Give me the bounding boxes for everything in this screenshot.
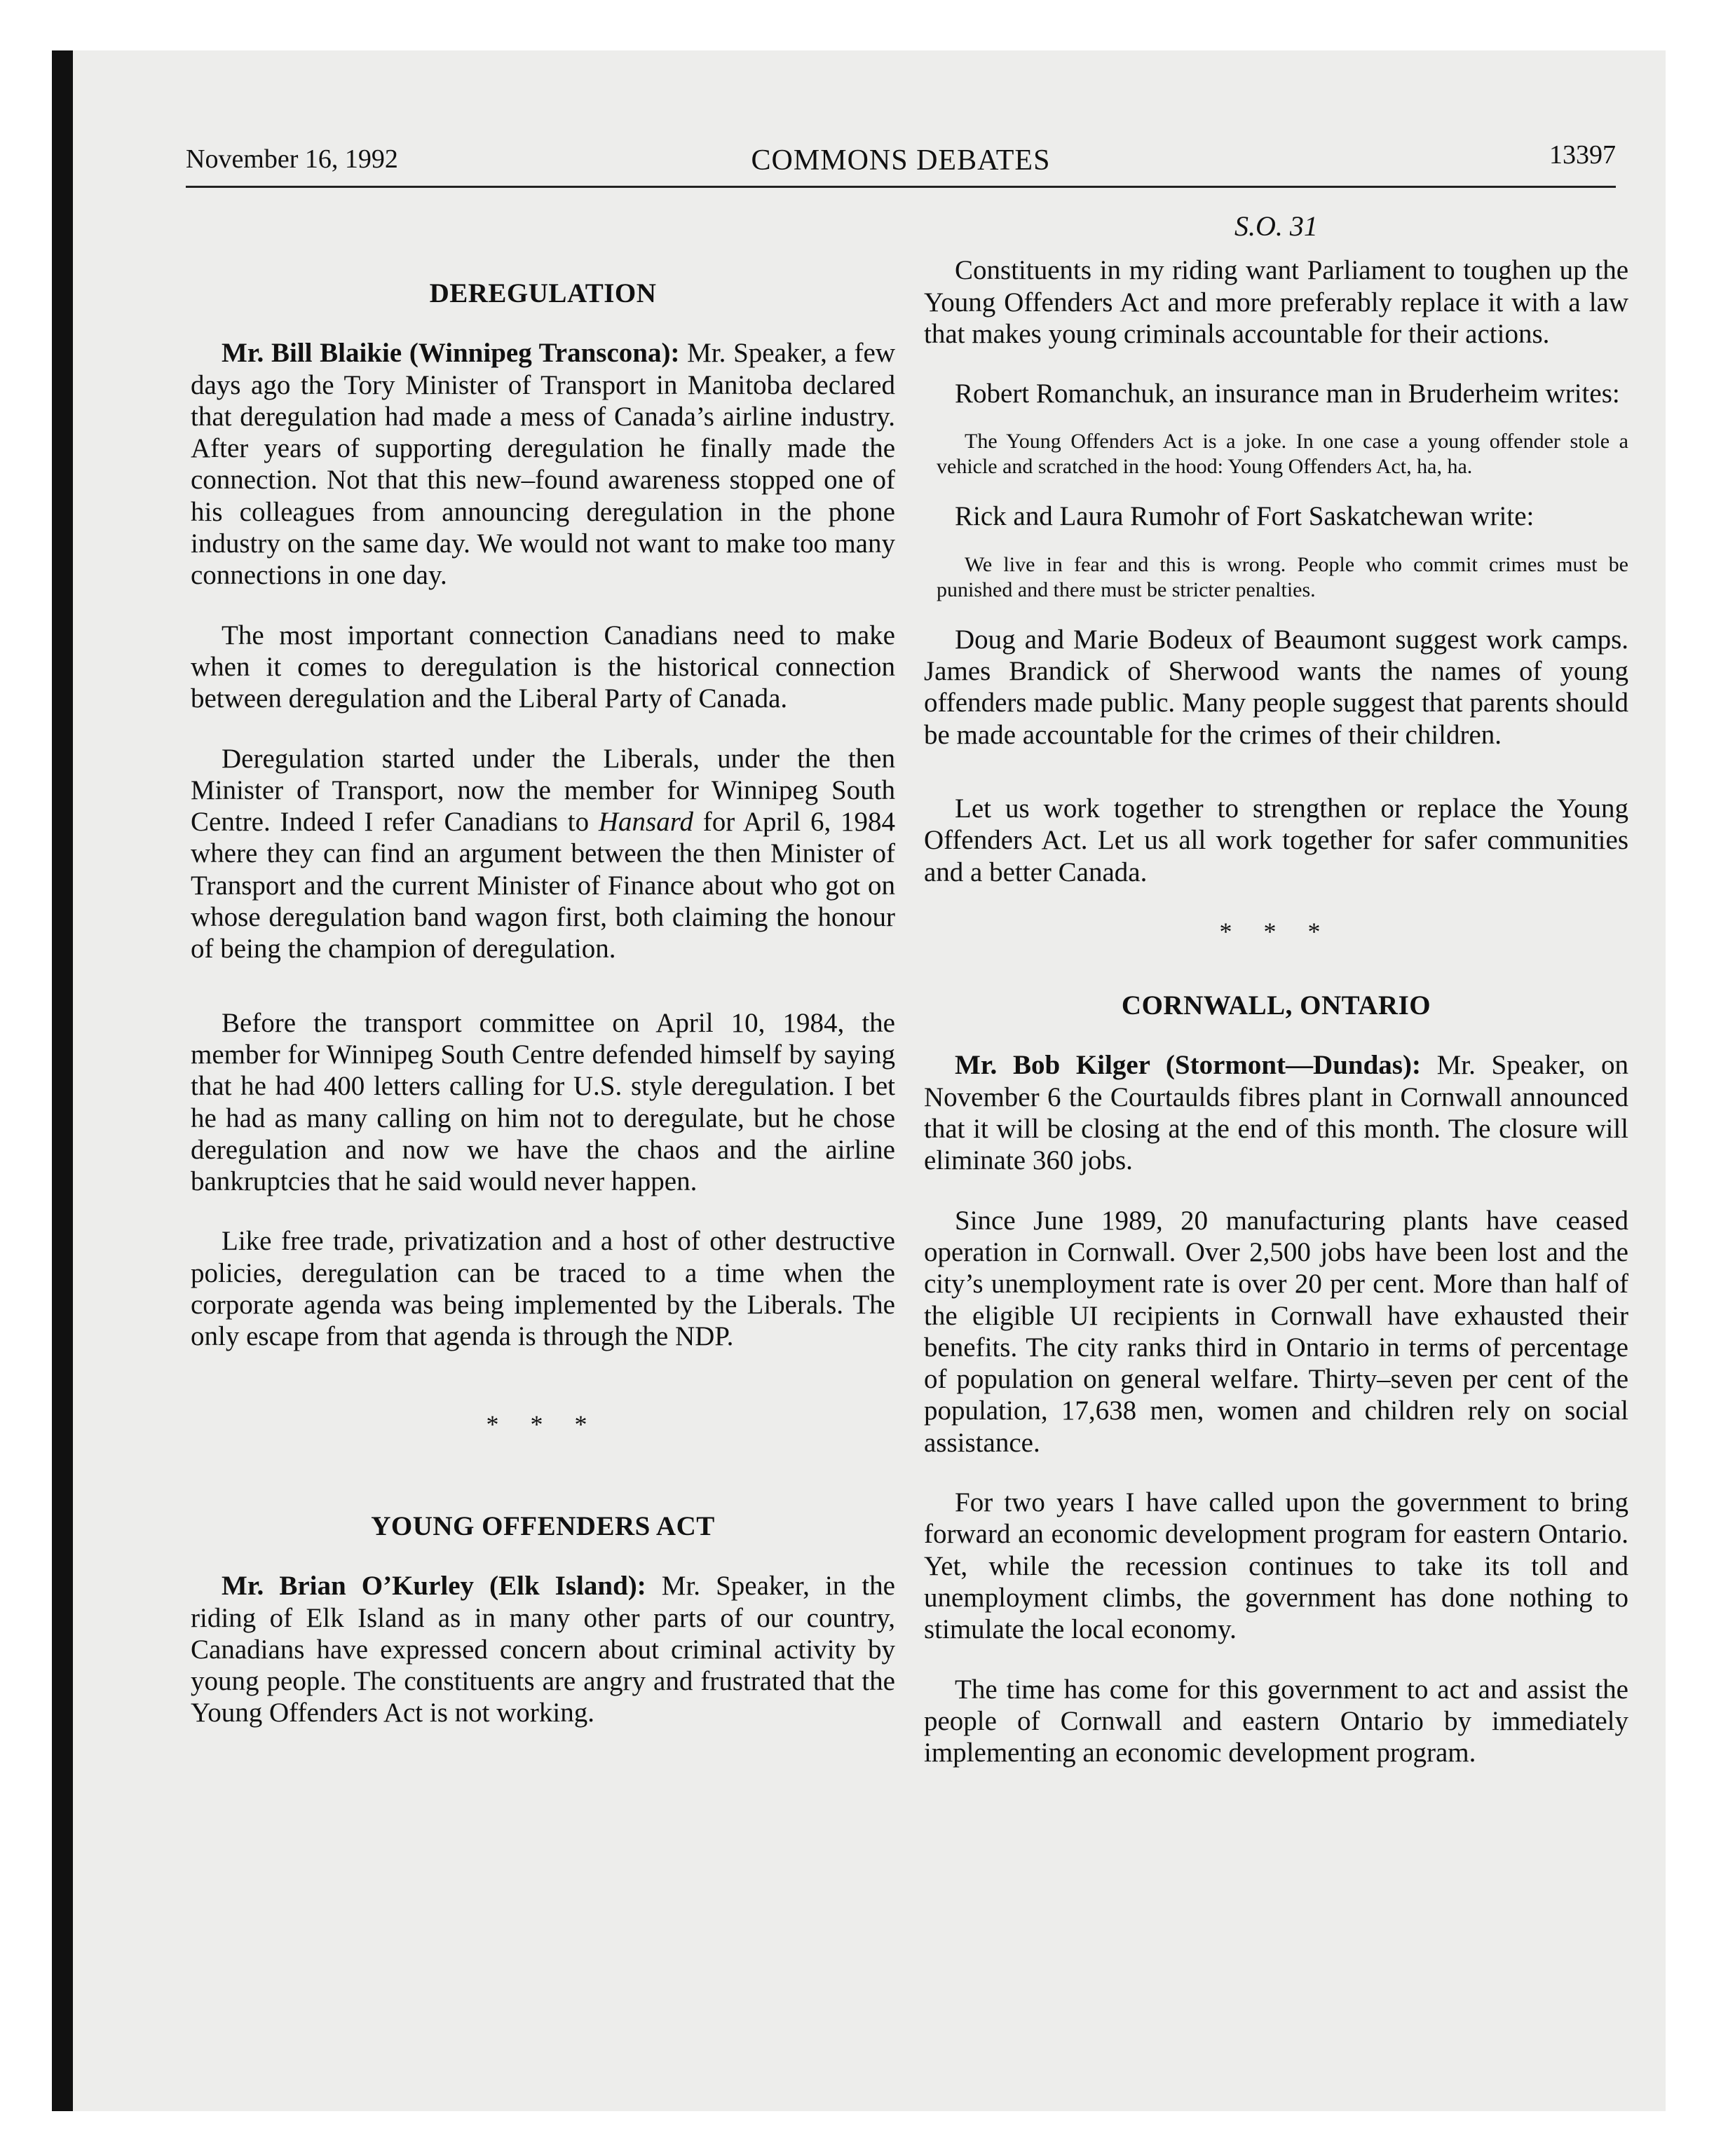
letter-quote-1: The Young Offenders Act is a joke. In one case a young offender stole a vehicle and scratched in the hood: Young Offenders Act, ha, ha. [937,430,1628,479]
scan-edge [52,50,73,2111]
paragraph-text: Mr. Speaker, on November 6 the Courtaulds fibres plant in Cornwall announced that it will be closing at the end of this month. The closure will eliminate 360 jobs. [924,1050,1628,1176]
deregulation-paragraph-1 [191,337,895,591]
deregulation-paragraph-4: Before the transport committee on April 10, 1984, the member for Winnipeg South Centre defended himself by saying that he had 400 letters calling for U.S. style deregulation. I bet he had as many calling on him not to deregulate, but he chose deregulation and now we have the chaos and the airline bankruptcies that he said would never happen. [191,1007,895,1197]
young-offenders-paragraph-6: Let us work together to strengthen or replace the Young Offenders Act. Let us all work together for safer communities and a better Canada. [924,793,1628,887]
standing-order-reference: S.O. 31 [1234,210,1318,242]
paragraph-text: Deregulation started under the Liberals, under the then Minister of Transport, now the member for Winnipeg South Centre. Indeed I refer Canadians to [191,743,895,838]
deregulation-paragraph-5: Like free trade, privatization and a host of other destructive policies, deregulation can be traced to a time when the corporate agenda was being implemented by the Liberals. The only escape from that agenda is through the NDP. [191,1226,895,1352]
cornwall-paragraph-2: Since June 1989, 20 manufacturing plants have ceased operation in Cornwall. Over 2,500 jobs have been lost and the city’s unemployment rate is over 20 per cent. More than half of the eligible UI recipients in Cornwall have exhausted their benefits. The city ranks third in Ontario in terms of percentage of population on general welfare. Thirty–seven per cent of the population, 17,638 men, women and children rely on social assistance. [924,1205,1628,1458]
young-offenders-paragraph-1 [191,1570,895,1728]
header-date: November 16, 1992 [186,144,398,174]
letter-quote-2: We live in fear and this is wrong. People who commit crimes must be punished and there must be stricter penalties. [937,552,1628,601]
young-offenders-paragraph-5: Doug and Marie Bodeux of Beaumont suggest work camps. James Brandick of Sherwood wants the names of young offenders made public. Many people suggest that parents should be made accountable for the crimes of their children. [924,624,1628,750]
header-title: COMMONS DEBATES [751,144,1051,177]
speaker-name: Mr. Bob Kilger (Stormont—Dundas): [955,1050,1421,1081]
speaker-name: Mr. Brian O’Kurley (Elk Island): [222,1571,646,1602]
young-offenders-paragraph-2: Constituents in my riding want Parliament to toughen up the Young Offenders Act and more preferably replace it with a law that makes young criminals accountable for their actions. [924,255,1628,349]
young-offenders-paragraph-3: Robert Romanchuk, an insurance man in Bruderheim writes: [955,378,1620,409]
paragraph-text: for April 6, 1984 where they can find an argument between the then Minister of Transport and the current Minister of Finance about who got on whose deregulation band wagon first, both claiming the honour of being the champion of deregulation. [191,807,895,964]
deregulation-paragraph-2: The most important connection Canadians need to make when it comes to deregulation is the historical connection between deregulation and the Liberal Party of Canada. [191,620,895,714]
paragraph-text: Mr. Speaker, a few days ago the Tory Minister of Transport in Manitoba declared that deregulation had made a mess of Canada’s airline industry. After years of supporting deregulation he finally made the connection. Not that this new–found awareness stopped one of his colleagues from announcing deregulation in the phone industry on the same day. We would not want to make too many connections in one day. [191,338,895,591]
cornwall-paragraph-4: The time has come for this government to act and assist the people of Cornwall and eastern Ontario by immediately implementing an economic development program. [924,1674,1628,1768]
section-separator: * * * [486,1410,600,1438]
section-separator: * * * [1219,917,1333,946]
hansard-reference: Hansard [598,807,693,838]
paragraph-text: Mr. Speaker, in the riding of Elk Island as in many other parts of our country, Canadians have expressed concern about criminal activity by young people. The constituents are angry and frustrated that the Young Offenders Act is not working. [191,1571,895,1728]
page-header [186,140,1616,188]
cornwall-paragraph-3: For two years I have called upon the government to bring forward an economic development program for eastern Ontario. Yet, while the recession continues to take its toll and unemployment climbs, the government has done nothing to stimulate the local economy. [924,1487,1628,1645]
left-column [191,210,895,1757]
deregulation-paragraph-3 [191,743,895,965]
young-offenders-paragraph-4: Rick and Laura Rumohr of Fort Saskatchewan write: [955,501,1535,532]
deregulation-heading: DEREGULATION [429,278,657,308]
header-page-number: 13397 [1549,140,1616,170]
young-offenders-heading: YOUNG OFFENDERS ACT [371,1510,715,1541]
right-column [924,210,1628,1796]
cornwall-paragraph-1 [924,1049,1628,1176]
cornwall-heading: CORNWALL, ONTARIO [1121,990,1431,1021]
speaker-name: Mr. Bill Blaikie (Winnipeg Transcona): [222,338,680,369]
